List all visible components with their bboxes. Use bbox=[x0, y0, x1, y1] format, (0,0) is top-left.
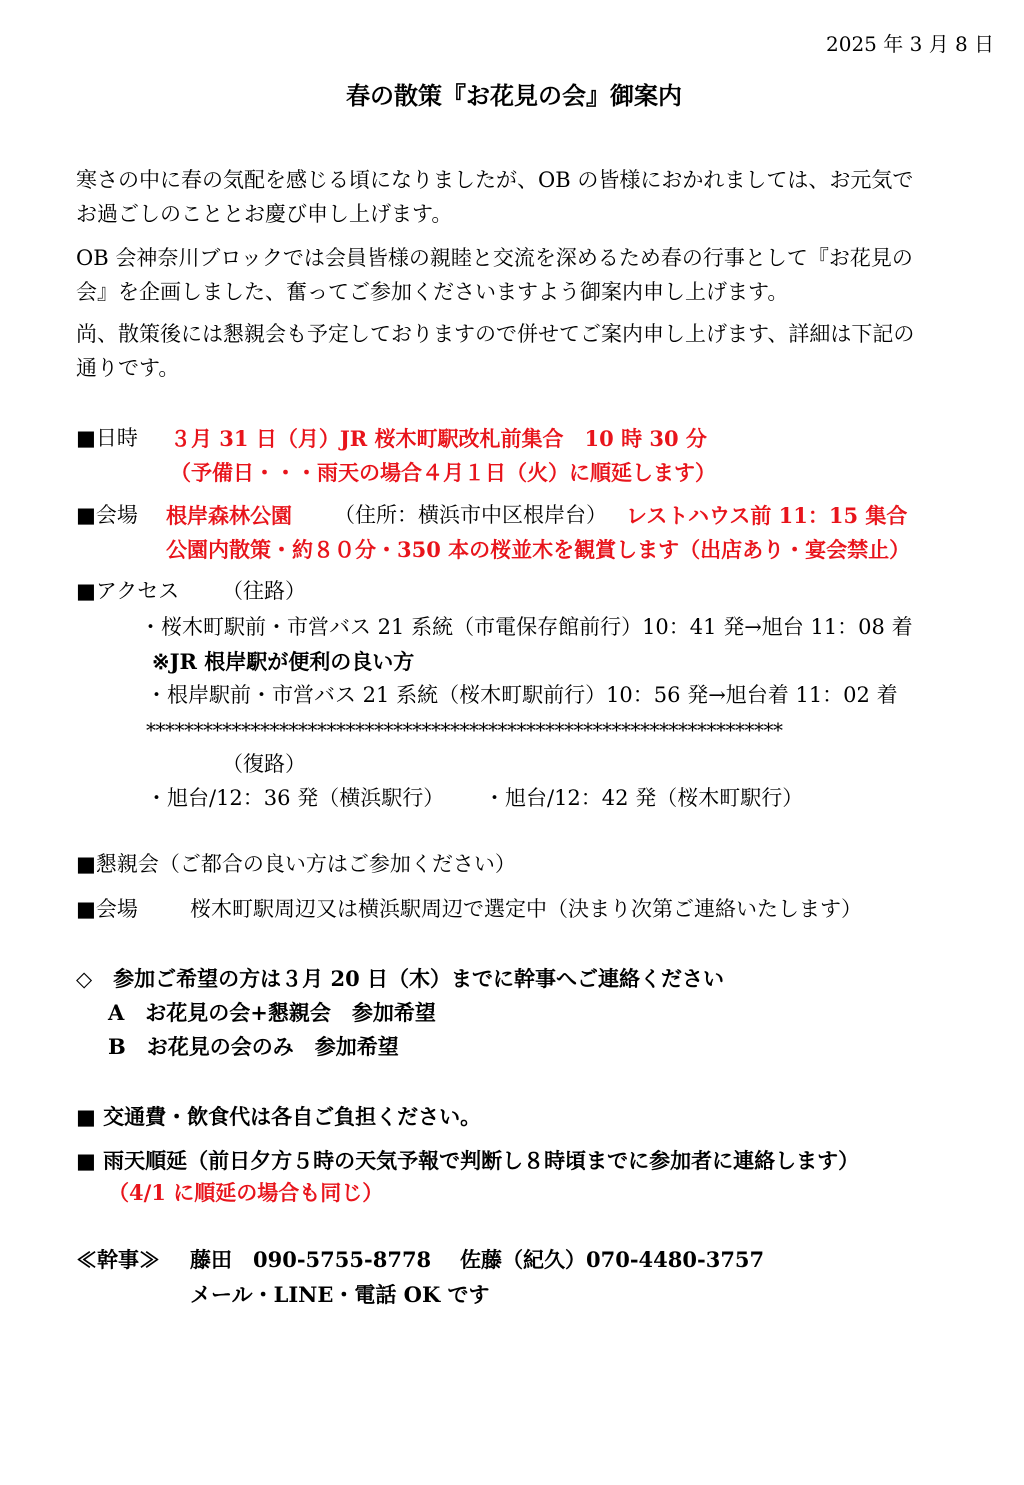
venue-label: ■会場 bbox=[76, 503, 138, 527]
intro-p2-line1: OB 会神奈川ブロックでは会員皆様の親睦と交流を深めるため春の行事として『お花見の bbox=[76, 246, 913, 270]
organizers-label: ≪幹事≫ bbox=[76, 1247, 160, 1272]
intro-p1-line2: お過ごしのこととお慶び申し上げます。 bbox=[76, 202, 453, 226]
organizers-contact: メール・LINE・電話 OK です bbox=[190, 1282, 490, 1307]
intro-p3-line2: 通りです。 bbox=[76, 356, 180, 380]
access-note: ※JR 根岸駅が便利の良い方 bbox=[152, 649, 415, 674]
rain-sub-note: （4/1 に順延の場合も同じ） bbox=[108, 1180, 384, 1205]
intro-p2-line2: 会』を企画しました、奮ってご参加くださいますよう御案内申し上げます。 bbox=[76, 280, 789, 304]
document-title: 春の散策『お花見の会』御案内 bbox=[346, 81, 682, 110]
rsvp-option-b: B お花見の会のみ 参加希望 bbox=[108, 1034, 399, 1059]
schedule-reserve-day: （予備日・・・雨天の場合４月１日（火）に順延します） bbox=[170, 460, 716, 485]
venue-meeting: レストハウス前 11：15 集合 bbox=[626, 503, 908, 528]
venue-address: （住所：横浜市中区根岸台） bbox=[334, 503, 607, 527]
rsvp-heading: ◇ 参加ご希望の方は３月 20 日（木）までに幹事へご連絡ください bbox=[76, 966, 724, 991]
access-outbound-label: （往路） bbox=[222, 579, 306, 603]
access-label: ■アクセス bbox=[76, 579, 180, 603]
document-date: 2025 年 3 月 8 日 bbox=[826, 32, 995, 56]
access-return-label: （復路） bbox=[222, 752, 306, 776]
rsvp-option-a: A お花見の会+懇親会 参加希望 bbox=[108, 1000, 436, 1025]
costs-note: ■ 交通費・飲食代は各自ご負担ください。 bbox=[76, 1104, 482, 1129]
access-return-2: ・旭台/12：42 発（桜木町駅行） bbox=[484, 786, 804, 810]
venue-note: 公園内散策・約８０分・350 本の桜並木を観賞します（出店あり・宴会禁止） bbox=[166, 537, 911, 562]
venue-park: 根岸森林公園 bbox=[166, 503, 292, 528]
schedule-label: ■日時 bbox=[76, 426, 138, 450]
rain-note: ■ 雨天順延（前日夕方５時の天気予報で判断し８時頃までに参加者に連絡します） bbox=[76, 1148, 860, 1173]
organizer-1: 藤田 090-5755-8778 bbox=[190, 1247, 432, 1272]
schedule-value: ３月 31 日（月）JR 桜木町駅改札前集合 10 時 30 分 bbox=[170, 426, 707, 451]
party-venue-label: ■会場 bbox=[76, 897, 138, 921]
organizer-2: 佐藤（紀久）070-4480-3757 bbox=[460, 1247, 765, 1272]
access-route-1: ・桜木町駅前・市営バス 21 系統（市電保存館前行）10：41 発→旭台 11：08 着 bbox=[140, 615, 913, 639]
party-heading: ■懇親会（ご都合の良い方はご参加ください） bbox=[76, 852, 516, 876]
access-route-2: ・根岸駅前・市営バス 21 系統（桜木町駅前行）10：56 発→旭台着 11：02 着 bbox=[146, 683, 898, 707]
intro-p3-line1: 尚、散策後には懇親会も予定しておりますので併せてご案内申し上げます、詳細は下記の bbox=[76, 322, 915, 346]
intro-p1-line1: 寒さの中に春の気配を感じる頃になりましたが、OB の皆様におかれましては、お元気で bbox=[76, 168, 914, 192]
access-return-1: ・旭台/12：36 発（横浜駅行） bbox=[146, 786, 445, 810]
party-venue-value: 桜木町駅周辺又は横浜駅周辺で選定中（決まり次第ご連絡いたします） bbox=[190, 897, 862, 921]
access-separator: ******************************************************************* bbox=[146, 718, 783, 742]
